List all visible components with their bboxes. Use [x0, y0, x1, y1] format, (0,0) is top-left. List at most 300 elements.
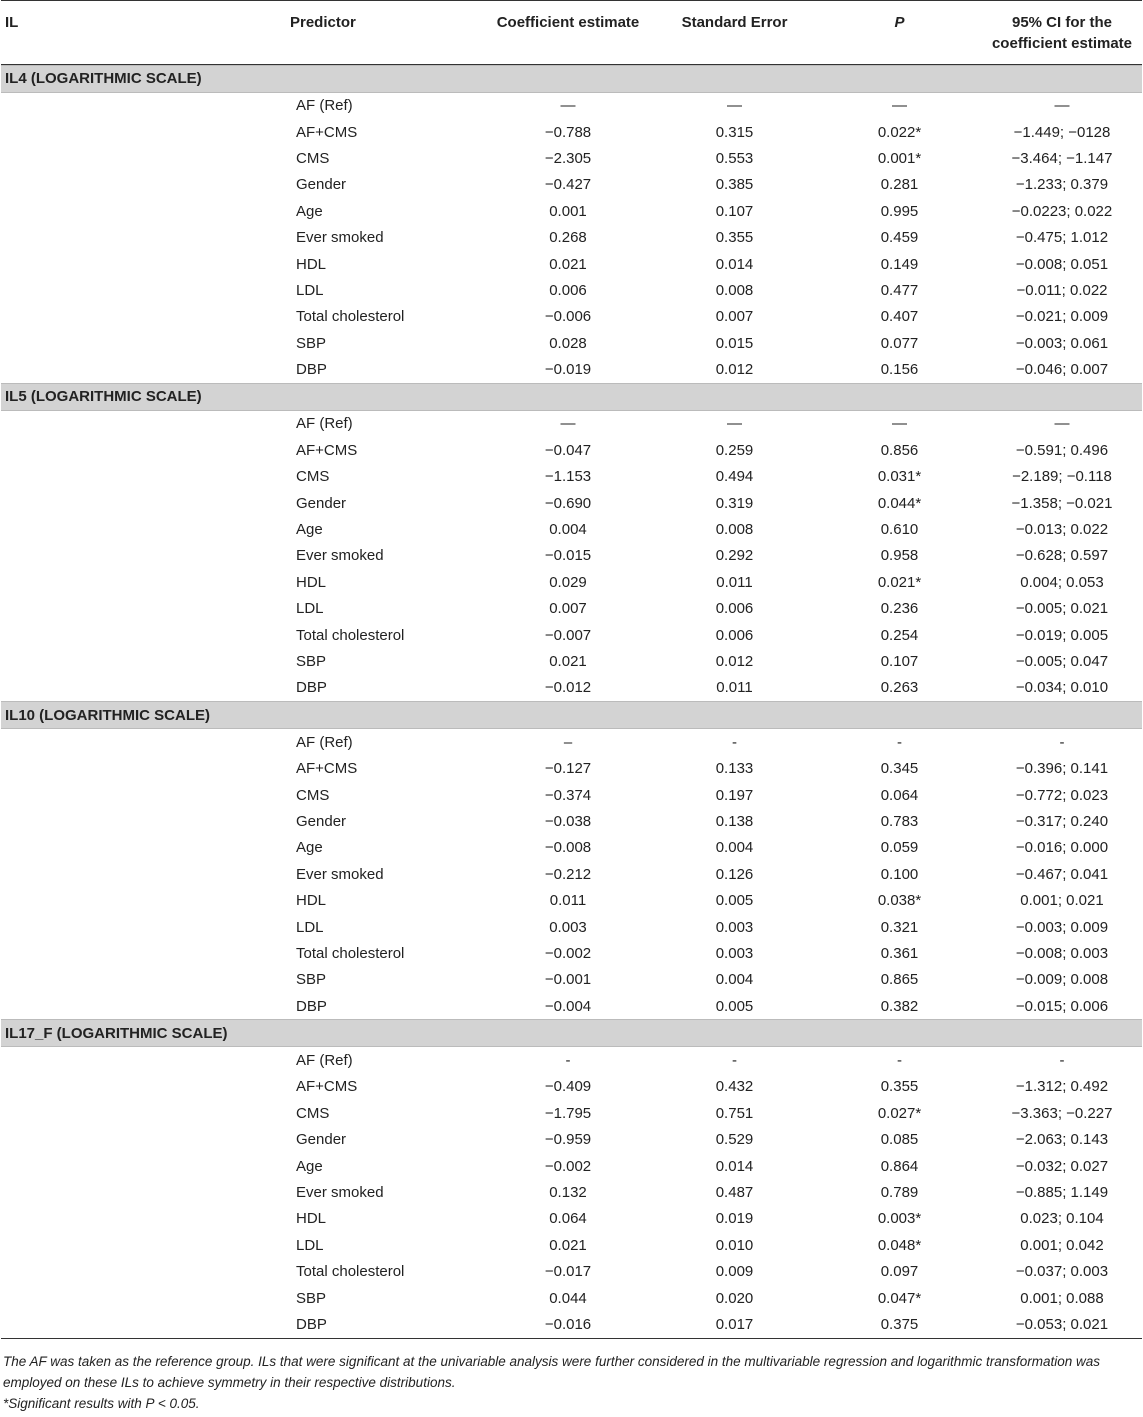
header-coefficient-estimate: Coefficient estimate [496, 14, 640, 31]
table-header [1, 1, 1142, 66]
confidence-interval-cell: −0.034; 0.010 [1015, 679, 1109, 697]
confidence-interval-cell: −0.885; 1.149 [1015, 1184, 1109, 1202]
coefficient-cell: 0.006 [549, 281, 587, 299]
table-row [1, 330, 1142, 356]
predictor-cell: Total cholesterol [296, 626, 405, 644]
standard-error-cell: 0.197 [715, 786, 754, 804]
coefficient-cell: −0.374 [544, 786, 592, 804]
il-cell [1, 1232, 286, 1258]
table-row [1, 1232, 1142, 1258]
coefficient-cell: −2.305 [544, 149, 592, 167]
confidence-interval-cell: −0.021; 0.009 [1015, 308, 1109, 326]
confidence-interval-cell: 0.004; 0.053 [1020, 573, 1104, 591]
p-value-cell: 0.077 [880, 334, 919, 352]
p-value-cell: 0.995 [880, 202, 919, 220]
predictor-cell: CMS [296, 786, 330, 804]
coefficient-cell: −0.038 [544, 812, 592, 830]
predictor-cell: HDL [296, 255, 327, 273]
predictor-cell: SBP [296, 334, 327, 352]
standard-error-cell: 0.003 [715, 944, 754, 962]
coefficient-cell: 0.021 [549, 653, 587, 670]
p-value-cell: 0.865 [880, 971, 919, 989]
il-cell [1, 569, 286, 595]
il-cell [1, 967, 286, 993]
p-value-cell: 0.361 [880, 944, 919, 962]
predictor-cell: AF+CMS [296, 760, 358, 778]
p-value-cell: - [897, 1052, 902, 1070]
confidence-interval-cell: −2.063; 0.143 [1015, 1131, 1109, 1149]
table-row [1, 224, 1142, 250]
coefficient-cell: −0.047 [544, 441, 592, 459]
p-value-cell: 0.059 [880, 839, 919, 857]
il-cell [1, 1100, 286, 1126]
coefficient-cell: −0.017 [544, 1263, 592, 1281]
table-row [1, 755, 1142, 781]
p-value-cell: 0.345 [880, 760, 919, 778]
p-value-cell: 0.254 [880, 626, 919, 644]
confidence-interval-cell: −0.008; 0.003 [1015, 944, 1109, 962]
p-value-cell: 0.044* [877, 494, 922, 512]
il-cell [1, 437, 286, 463]
il-cell [1, 172, 286, 198]
coefficient-cell: −0.427 [544, 176, 592, 194]
standard-error-cell: 0.008 [715, 521, 754, 539]
il-cell [1, 914, 286, 940]
p-value-cell: 0.958 [880, 547, 919, 565]
predictor-cell: HDL [296, 892, 327, 910]
table-row [1, 1127, 1142, 1153]
p-value-cell: 0.864 [880, 1157, 919, 1175]
table-row [1, 648, 1142, 674]
coefficient-cell: −0.002 [544, 944, 592, 962]
p-value-cell: 0.263 [880, 679, 919, 697]
standard-error-cell: 0.007 [715, 308, 754, 326]
il-cell [1, 622, 286, 648]
p-value-cell: 0.107 [880, 653, 919, 670]
table-row [1, 622, 1142, 648]
standard-error-cell: - [732, 1052, 737, 1070]
il-cell [1, 1285, 286, 1311]
table-row [1, 569, 1142, 595]
il-cell [1, 543, 286, 569]
il-cell [1, 490, 286, 516]
p-value-cell: 0.321 [880, 918, 919, 936]
il-cell [1, 145, 286, 171]
header-p-value: P [894, 14, 905, 31]
il-cell [1, 410, 286, 437]
coefficient-cell: 0.029 [549, 573, 587, 591]
standard-error-cell: 0.487 [715, 1184, 754, 1202]
p-value-cell: 0.355 [880, 1078, 919, 1096]
confidence-interval-cell: −0.015; 0.006 [1015, 997, 1109, 1015]
standard-error-cell: 0.292 [715, 547, 754, 565]
standard-error-cell: 0.012 [715, 361, 754, 379]
coefficient-cell: −0.788 [544, 123, 592, 141]
predictor-cell: AF (Ref) [296, 415, 353, 433]
coefficient-cell: −1.153 [544, 468, 592, 486]
confidence-interval-cell: −3.464; −1.147 [1011, 149, 1113, 167]
il-cell [1, 224, 286, 250]
predictor-cell: LDL [296, 600, 324, 618]
p-value-cell: 0.856 [880, 441, 919, 459]
p-value-cell: 0.047* [877, 1289, 922, 1307]
confidence-interval-cell: −0.037; 0.003 [1015, 1263, 1109, 1281]
il-cell [1, 861, 286, 887]
coefficient-cell: −0.002 [544, 1157, 592, 1175]
predictor-cell: DBP [296, 361, 327, 379]
coefficient-cell: −0.212 [544, 865, 592, 883]
standard-error-cell: 0.385 [715, 176, 754, 194]
coefficient-cell: −0.008 [544, 839, 592, 857]
standard-error-cell: 0.012 [715, 653, 754, 670]
il-cell [1, 304, 286, 330]
predictor-cell: AF+CMS [296, 123, 358, 141]
p-value-cell: 0.382 [880, 997, 919, 1015]
p-value-cell: 0.459 [880, 229, 919, 247]
table-row [1, 119, 1142, 145]
il-cell [1, 835, 286, 861]
standard-error-cell: 0.494 [715, 468, 754, 486]
table-body [1, 65, 1142, 1338]
standard-error-cell: 0.014 [715, 1157, 754, 1175]
il-cell [1, 356, 286, 383]
p-value-cell: 0.064 [880, 786, 919, 804]
table-row [1, 914, 1142, 940]
confidence-interval-cell: 0.001; 0.088 [1020, 1289, 1104, 1307]
regression-table [1, 0, 1142, 1339]
coefficient-cell: — [560, 415, 576, 433]
standard-error-cell: 0.005 [715, 892, 754, 910]
predictor-cell: SBP [296, 1289, 327, 1307]
section-header-row [1, 702, 1142, 729]
table-row [1, 1074, 1142, 1100]
table-row [1, 887, 1142, 913]
il-cell [1, 1127, 286, 1153]
il-cell [1, 1311, 286, 1338]
table-row [1, 1285, 1142, 1311]
coefficient-cell: 0.132 [549, 1184, 587, 1202]
p-value-cell: 0.783 [880, 812, 919, 830]
p-value-cell: 0.789 [880, 1184, 919, 1202]
table-row [1, 940, 1142, 966]
predictor-cell: HDL [296, 573, 327, 591]
table-row [1, 808, 1142, 834]
table-row [1, 1206, 1142, 1232]
coefficient-cell: 0.003 [549, 918, 587, 936]
standard-error-cell: 0.133 [715, 760, 754, 778]
table-row [1, 1153, 1142, 1179]
standard-error-cell: 0.315 [715, 123, 754, 141]
confidence-interval-cell: −1.312; 0.492 [1015, 1078, 1109, 1096]
table-row [1, 172, 1142, 198]
predictor-cell: Gender [296, 494, 347, 512]
predictor-cell: Ever smoked [296, 865, 384, 883]
header-il: IL [5, 14, 19, 31]
predictor-cell: AF (Ref) [296, 97, 353, 115]
table-row [1, 145, 1142, 171]
table-row [1, 251, 1142, 277]
section-title: IL10 (LOGARITHMIC SCALE) [1, 702, 1142, 729]
confidence-interval-cell: −1.358; −0.021 [1011, 494, 1113, 512]
p-value-cell: 0.281 [880, 176, 919, 194]
coefficient-cell: 0.044 [549, 1289, 587, 1307]
confidence-interval-cell: −0.396; 0.141 [1015, 760, 1109, 778]
standard-error-cell: 0.011 [716, 679, 753, 697]
confidence-interval-cell: 0.001; 0.021 [1020, 892, 1104, 910]
header-predictor: Predictor [290, 14, 356, 31]
p-value-cell: 0.031* [877, 468, 922, 486]
predictor-cell: Age [296, 839, 323, 857]
confidence-interval-cell: — [1054, 97, 1070, 115]
table-row [1, 993, 1142, 1020]
coefficient-cell: −0.006 [544, 308, 592, 326]
predictor-cell: CMS [296, 468, 330, 486]
confidence-interval-cell: −1.233; 0.379 [1015, 176, 1109, 194]
coefficient-cell: – [563, 733, 573, 751]
standard-error-cell: 0.003 [715, 918, 754, 936]
confidence-interval-cell: −0.0223; 0.022 [1011, 202, 1113, 220]
p-value-cell: 0.021* [877, 573, 922, 591]
predictor-cell: CMS [296, 149, 330, 167]
confidence-interval-cell: −0.003; 0.061 [1015, 334, 1109, 352]
p-value-cell: 0.375 [880, 1315, 919, 1333]
predictor-cell: Gender [296, 176, 347, 194]
table-row [1, 277, 1142, 303]
p-value-cell: 0.003* [877, 1210, 922, 1228]
coefficient-cell: −0.016 [544, 1315, 592, 1333]
predictor-cell: Gender [296, 812, 347, 830]
predictor-cell: DBP [296, 1315, 327, 1333]
coefficient-cell: −0.409 [544, 1078, 592, 1096]
il-cell [1, 648, 286, 674]
header-standard-error: Standard Error [681, 14, 788, 31]
section-header-row [1, 383, 1142, 410]
coefficient-cell: - [565, 1052, 571, 1070]
standard-error-cell: — [727, 415, 742, 433]
p-value-cell: 0.100 [880, 865, 919, 883]
il-cell [1, 516, 286, 542]
standard-error-cell: 0.553 [715, 149, 754, 167]
coefficient-cell: −0.015 [544, 547, 592, 565]
confidence-interval-cell: −0.772; 0.023 [1015, 786, 1109, 804]
confidence-interval-cell: −2.189; −0.118 [1012, 468, 1112, 486]
confidence-interval-cell: −0.003; 0.009 [1015, 918, 1109, 936]
confidence-interval-cell: −0.013; 0.022 [1015, 521, 1109, 539]
coefficient-cell: 0.064 [549, 1210, 587, 1228]
standard-error-cell: 0.004 [715, 839, 754, 857]
p-value-cell: 0.407 [880, 308, 919, 326]
confidence-interval-cell: −0.011; 0.022 [1016, 281, 1108, 299]
confidence-interval-cell: - [1059, 1052, 1065, 1070]
coefficient-cell: 0.011 [549, 892, 587, 910]
table-row [1, 410, 1142, 437]
table-row [1, 1179, 1142, 1205]
standard-error-cell: 0.008 [715, 281, 754, 299]
il-cell [1, 1179, 286, 1205]
confidence-interval-cell: −0.032; 0.027 [1015, 1157, 1109, 1175]
predictor-cell: Ever smoked [296, 229, 384, 247]
standard-error-cell: 0.529 [715, 1131, 754, 1149]
confidence-interval-cell: 0.001; 0.042 [1020, 1236, 1104, 1254]
confidence-interval-cell: −0.475; 1.012 [1015, 229, 1109, 247]
confidence-interval-cell: −0.009; 0.008 [1015, 971, 1109, 989]
il-cell [1, 755, 286, 781]
coefficient-cell: 0.007 [549, 600, 587, 618]
predictor-cell: AF (Ref) [296, 733, 353, 751]
confidence-interval-cell: −0.008; 0.051 [1015, 255, 1109, 273]
confidence-interval-cell: −0.005; 0.021 [1015, 600, 1109, 618]
header-confidence-interval: 95% CI for the coefficient estimate [991, 14, 1133, 52]
confidence-interval-cell: −3.363; −0.227 [1011, 1104, 1113, 1122]
coefficient-cell: 0.021 [549, 255, 587, 273]
standard-error-cell: 0.751 [715, 1104, 754, 1122]
il-cell [1, 808, 286, 834]
p-value-cell: 0.085 [880, 1131, 919, 1149]
il-cell [1, 887, 286, 913]
confidence-interval-cell: −0.591; 0.496 [1015, 441, 1109, 459]
coefficient-cell: — [560, 97, 576, 115]
il-cell [1, 251, 286, 277]
p-value-cell: 0.149 [880, 255, 919, 273]
standard-error-cell: — [727, 97, 742, 115]
table-row [1, 729, 1142, 756]
table-row [1, 92, 1142, 119]
il-cell [1, 198, 286, 224]
predictor-cell: AF (Ref) [296, 1052, 353, 1070]
table-row [1, 835, 1142, 861]
p-value-cell: 0.236 [880, 600, 919, 618]
p-value-cell: 0.048* [877, 1236, 922, 1254]
il-cell [1, 1074, 286, 1100]
confidence-interval-cell: −0.467; 0.041 [1015, 865, 1109, 883]
standard-error-cell: 0.017 [715, 1315, 754, 1333]
coefficient-cell: −0.007 [544, 626, 592, 644]
confidence-interval-cell: - [1059, 733, 1065, 751]
confidence-interval-cell: −0.046; 0.007 [1015, 361, 1109, 379]
footnote-significance: *Significant results with P < 0.05. [3, 1395, 200, 1411]
p-value-cell: — [892, 415, 907, 433]
il-cell [1, 596, 286, 622]
confidence-interval-cell: −0.005; 0.047 [1015, 653, 1109, 670]
il-cell [1, 1259, 286, 1285]
il-cell [1, 675, 286, 702]
standard-error-cell: 0.015 [715, 334, 754, 352]
table-row [1, 1100, 1142, 1126]
coefficient-cell: −0.019 [544, 361, 592, 379]
coefficient-cell: 0.028 [549, 334, 587, 352]
il-cell [1, 1047, 286, 1074]
section-title: IL17_F (LOGARITHMIC SCALE) [1, 1020, 1142, 1047]
il-cell [1, 782, 286, 808]
p-value-cell: 0.022* [877, 123, 922, 141]
predictor-cell: LDL [296, 281, 324, 299]
standard-error-cell: 0.014 [715, 255, 754, 273]
il-cell [1, 1153, 286, 1179]
standard-error-cell: 0.107 [715, 202, 754, 220]
predictor-cell: DBP [296, 679, 327, 697]
section-header-row [1, 65, 1142, 92]
predictor-cell: Age [296, 521, 323, 539]
standard-error-cell: 0.319 [715, 494, 754, 512]
table-row [1, 675, 1142, 702]
confidence-interval-cell: −0.628; 0.597 [1015, 547, 1109, 565]
predictor-cell: Ever smoked [296, 1184, 384, 1202]
section-title: IL4 (LOGARITHMIC SCALE) [1, 65, 1142, 92]
il-cell [1, 119, 286, 145]
coefficient-cell: −0.690 [544, 494, 592, 512]
predictor-cell: Total cholesterol [296, 308, 405, 326]
coefficient-cell: −0.012 [544, 679, 592, 697]
table-row [1, 1047, 1142, 1074]
standard-error-cell: 0.020 [715, 1289, 754, 1307]
standard-error-cell: 0.355 [715, 229, 754, 247]
coefficient-cell: 0.004 [549, 521, 587, 539]
table-footnote [0, 1339, 1142, 1414]
p-value-cell: 0.156 [880, 361, 919, 379]
confidence-interval-cell: −0.317; 0.240 [1015, 812, 1109, 830]
il-cell [1, 729, 286, 756]
standard-error-cell: 0.019 [715, 1210, 754, 1228]
il-cell [1, 1206, 286, 1232]
table-row [1, 543, 1142, 569]
predictor-cell: Total cholesterol [296, 944, 405, 962]
predictor-cell: SBP [296, 971, 327, 989]
section-title: IL5 (LOGARITHMIC SCALE) [1, 383, 1142, 410]
table-row [1, 861, 1142, 887]
predictor-cell: Ever smoked [296, 547, 384, 565]
il-cell [1, 330, 286, 356]
p-value-cell: - [897, 733, 902, 751]
il-cell [1, 92, 286, 119]
predictor-cell: AF+CMS [296, 1078, 358, 1096]
table-row [1, 437, 1142, 463]
coefficient-cell: 0.268 [549, 229, 587, 247]
standard-error-cell: 0.138 [715, 812, 754, 830]
predictor-cell: Gender [296, 1131, 347, 1149]
il-cell [1, 464, 286, 490]
p-value-cell: 0.477 [880, 281, 919, 299]
coefficient-cell: 0.001 [549, 202, 587, 220]
table-row [1, 490, 1142, 516]
table-row [1, 1311, 1142, 1338]
table-row [1, 356, 1142, 383]
standard-error-cell: - [732, 733, 737, 751]
predictor-cell: CMS [296, 1104, 330, 1122]
il-cell [1, 940, 286, 966]
confidence-interval-cell: −0.016; 0.000 [1015, 839, 1109, 857]
predictor-cell: Age [296, 1157, 323, 1175]
coefficient-cell: 0.021 [549, 1236, 587, 1254]
il-cell [1, 277, 286, 303]
standard-error-cell: 0.432 [715, 1078, 754, 1096]
footnote-note: The AF was taken as the reference group. ILs that were significant at the univariable analysis were further considered in the multivariable regression and logarithmic transformation was employed on these ILs to achieve symmetry in their respective distributions. [3, 1353, 1101, 1390]
coefficient-cell: −0.127 [544, 760, 592, 778]
standard-error-cell: 0.005 [715, 997, 754, 1015]
standard-error-cell: 0.011 [716, 573, 753, 591]
table-row [1, 304, 1142, 330]
standard-error-cell: 0.004 [715, 971, 754, 989]
coefficient-cell: −1.795 [544, 1104, 592, 1122]
predictor-cell: AF+CMS [296, 441, 358, 459]
predictor-cell: Age [296, 202, 323, 220]
il-cell [1, 993, 286, 1020]
table-row [1, 596, 1142, 622]
p-value-cell: 0.027* [877, 1104, 922, 1122]
standard-error-cell: 0.259 [715, 441, 754, 459]
coefficient-cell: −0.959 [544, 1131, 592, 1149]
predictor-cell: SBP [296, 653, 327, 670]
predictor-cell: Total cholesterol [296, 1263, 405, 1281]
